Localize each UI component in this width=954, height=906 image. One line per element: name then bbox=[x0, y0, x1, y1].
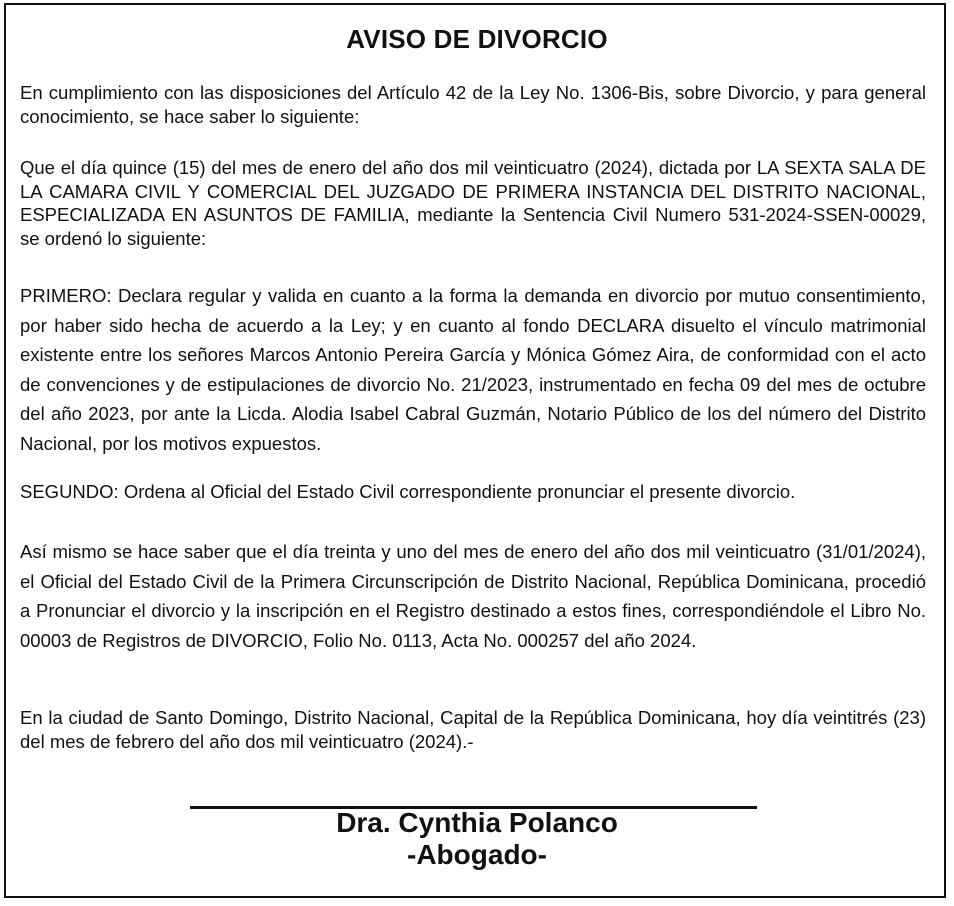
notice-title: AVISO DE DIVORCIO bbox=[346, 24, 608, 54]
paragraph-primero: PRIMERO: Declara regular y valida en cuanto a la forma la demanda en divorcio por mutuo consentimiento, por haber sido hecha de acuerdo a la Ley; y en cuanto al fondo DECLARA disuelto el vínculo matrimonial existente entre los señores Marcos Antonio Pereira García y Mónica Gómez Aira, de conformidad con el acto de convenciones y de estipulaciones de divorcio No. 21/2023, instrumentado en fecha 09 del mes de octubre del año 2023, por ante la Licda. Alodia Isabel Cabral Guzmán, Notario Público de los del número del Distrito Nacional, por los motivos expuestos. bbox=[20, 285, 926, 454]
paragraph-closing: En la ciudad de Santo Domingo, Distrito Nacional, Capital de la República Dominicana, hoy día veintitrés (23) del mes de febrero del año dos mil veinticuatro (2024).- bbox=[20, 707, 926, 752]
paragraph-registration: Así mismo se hace saber que el día treinta y uno del mes de enero del año dos mil veinticuatro (31/01/2024), el Oficial del Estado Civil de la Primera Circunscripción de Distrito Nacional, República Dominicana, procedió a Pronunciar el divorcio y la inscripción en el Registro destinado a estos fines, correspondiéndole el Libro No. 00003 de Registros de DIVORCIO, Folio No. 0113, Acta No. 000257 del año 2024. bbox=[20, 541, 926, 651]
signatory-name: Dra. Cynthia Polanco bbox=[336, 807, 618, 838]
signatory-role: -Abogado- bbox=[407, 839, 547, 870]
paragraph-intro: En cumplimiento con las disposiciones del Artículo 42 de la Ley No. 1306-Bis, sobre Divorcio, y para general conocimiento, se hace saber lo siguiente: bbox=[20, 82, 926, 127]
paragraph-segundo: SEGUNDO: Ordena al Oficial del Estado Civil correspondiente pronunciar el presente divorcio. bbox=[20, 481, 796, 502]
paragraph-sentence: Que el día quince (15) del mes de enero del año dos mil veinticuatro (2024), dictada por LA SEXTA SALA DE LA CAMARA CIVIL Y COMERCIAL DEL JUZGADO DE PRIMERA INSTANCIA DEL DISTRITO NACIONAL, ESPECIALIZADA EN ASUNTOS DE FAMILIA, mediante la Sentencia Civil Numero 531-2024-SSEN-00029, se ordenó lo siguiente: bbox=[20, 157, 926, 249]
